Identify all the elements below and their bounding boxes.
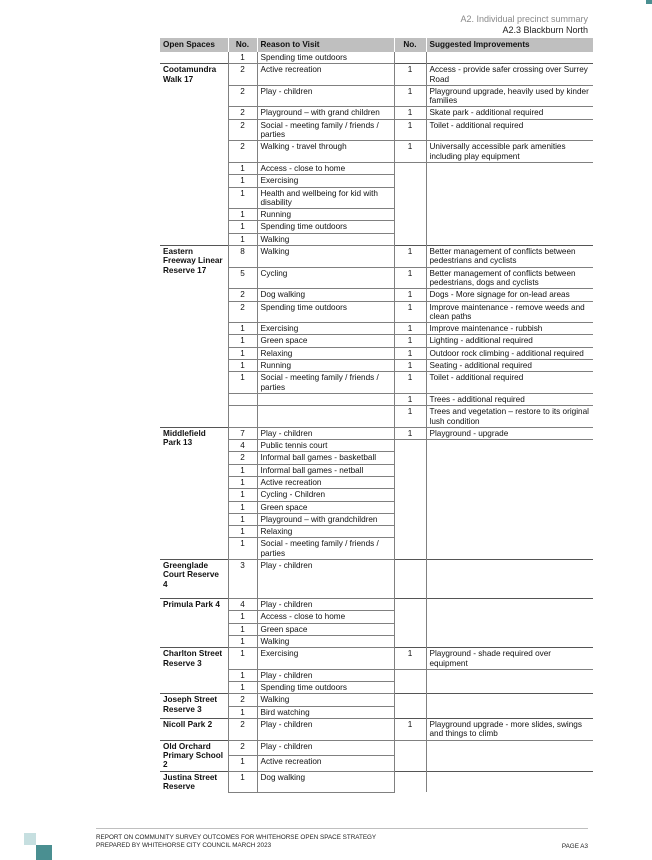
reason-text: Play - children	[257, 599, 394, 611]
reason-count: 2	[228, 740, 257, 755]
reason-text: Active recreation	[257, 756, 394, 771]
improvement-text	[426, 221, 593, 233]
improvement-text: Playground upgrade, heavily used by kinder families	[426, 85, 593, 107]
improvement-text: Better management of conflicts between pedestrians and cyclists	[426, 246, 593, 268]
improvement-text	[426, 489, 593, 501]
reason-count: 1	[228, 323, 257, 335]
improvement-text	[426, 771, 593, 792]
improvement-count	[394, 187, 426, 209]
improvement-count: 1	[394, 64, 426, 86]
footer-line-1: REPORT ON COMMUNITY SURVEY OUTCOMES FOR WHITEHORSE OPEN SPACE STRATEGY	[96, 834, 377, 841]
improvement-text	[426, 440, 593, 452]
reason-text: Spending time outdoors	[257, 682, 394, 694]
improvement-count: 1	[394, 406, 426, 428]
reason-text: Relaxing	[257, 347, 394, 359]
reason-count: 2	[228, 107, 257, 119]
page-footer	[96, 828, 588, 849]
open-space-name: Charlton Street Reserve 3	[160, 648, 228, 694]
improvement-text	[426, 52, 593, 64]
reason-count: 2	[228, 289, 257, 301]
improvement-text	[426, 560, 593, 599]
improvement-count	[394, 538, 426, 560]
improvement-text	[426, 513, 593, 525]
reason-count: 4	[228, 599, 257, 611]
improvement-text	[426, 187, 593, 209]
reason-count: 1	[228, 489, 257, 501]
improvement-count: 1	[394, 648, 426, 670]
improvement-text: Seating - additional required	[426, 360, 593, 372]
reason-text: Spending time outdoors	[257, 301, 394, 323]
table-header-row	[160, 38, 593, 52]
table-row	[160, 246, 593, 268]
open-space-name: Middlefield Park 13	[160, 427, 228, 559]
corner-accent	[646, 0, 652, 4]
improvement-count	[394, 706, 426, 718]
improvement-count	[394, 476, 426, 488]
reason-count: 1	[228, 233, 257, 245]
improvement-text	[426, 599, 593, 611]
table-row	[160, 560, 593, 599]
improvement-count	[394, 209, 426, 221]
improvement-count: 1	[394, 85, 426, 107]
improvement-count	[394, 599, 426, 611]
reason-count: 4	[228, 440, 257, 452]
improvement-text: Playground upgrade - more slides, swings and things to climb	[426, 719, 593, 741]
improvement-text: Playground - shade required over equipment	[426, 648, 593, 670]
col-header-improvements: Suggested Improvements	[426, 38, 593, 52]
improvement-text	[426, 464, 593, 476]
reason-text: Spending time outdoors	[257, 221, 394, 233]
reason-text: Walking	[257, 246, 394, 268]
decor-square-light	[24, 833, 36, 845]
improvement-count: 1	[394, 267, 426, 289]
reason-text: Play - children	[257, 719, 394, 741]
improvement-text	[426, 526, 593, 538]
improvement-count	[394, 233, 426, 245]
reason-text: Play - children	[257, 427, 394, 439]
reason-count: 1	[228, 538, 257, 560]
open-space-name: Justina Street Reserve	[160, 771, 228, 792]
improvement-count	[394, 635, 426, 647]
reason-text: Access - close to home	[257, 162, 394, 174]
open-space-name: Eastern Freeway Linear Reserve 17	[160, 246, 228, 428]
improvement-count	[394, 740, 426, 755]
reason-text: Walking	[257, 233, 394, 245]
reason-text: Informal ball games - basketball	[257, 452, 394, 464]
open-spaces-table	[160, 38, 594, 793]
improvement-text: Trees and vegetation – restore to its original lush condition	[426, 406, 593, 428]
improvement-count	[394, 464, 426, 476]
reason-text: Informal ball games - netball	[257, 464, 394, 476]
table-row	[160, 740, 593, 755]
reason-text: Running	[257, 360, 394, 372]
reason-text: Exercising	[257, 323, 394, 335]
decor-square-teal	[36, 845, 52, 860]
reason-text: Green space	[257, 501, 394, 513]
reason-count: 1	[228, 611, 257, 623]
improvement-count	[394, 669, 426, 681]
reason-text: Active recreation	[257, 476, 394, 488]
reason-text: Access - close to home	[257, 611, 394, 623]
reason-count: 1	[228, 209, 257, 221]
col-header-no: No.	[228, 38, 257, 52]
table-body	[160, 52, 593, 792]
reason-count: 2	[228, 85, 257, 107]
open-space-name: Nicoll Park 2	[160, 719, 228, 741]
open-space-name: Joseph Street Reserve 3	[160, 694, 228, 719]
improvement-text	[426, 756, 593, 771]
reason-count: 1	[228, 756, 257, 771]
reason-text: Playground – with grandchildren	[257, 513, 394, 525]
reason-text: Active recreation	[257, 64, 394, 86]
reason-text: Cycling - Children	[257, 489, 394, 501]
improvement-text: Access - provide safer crossing over Surrey Road	[426, 64, 593, 86]
improvement-count: 1	[394, 335, 426, 347]
reason-text: Green space	[257, 623, 394, 635]
improvement-count: 1	[394, 289, 426, 301]
reason-text: Social - meeting family / friends / parties	[257, 538, 394, 560]
improvement-count	[394, 52, 426, 64]
reason-count: 2	[228, 719, 257, 741]
improvement-count	[394, 694, 426, 706]
improvement-count: 1	[394, 119, 426, 141]
improvement-text	[426, 682, 593, 694]
improvement-text	[426, 669, 593, 681]
improvement-count: 1	[394, 360, 426, 372]
reason-text: Bird watching	[257, 706, 394, 718]
open-space-name: Cootamundra Walk 17	[160, 64, 228, 246]
improvement-count	[394, 623, 426, 635]
improvement-count	[394, 682, 426, 694]
reason-count: 1	[228, 175, 257, 187]
reason-text	[257, 406, 394, 428]
improvement-text	[426, 175, 593, 187]
improvement-count: 1	[394, 323, 426, 335]
improvement-text	[426, 740, 593, 755]
table-row	[160, 52, 593, 64]
improvement-count: 1	[394, 141, 426, 163]
improvement-text	[426, 501, 593, 513]
reason-count: 1	[228, 372, 257, 394]
improvement-count	[394, 501, 426, 513]
improvement-text: Lighting - additional required	[426, 335, 593, 347]
reason-text: Play - children	[257, 740, 394, 755]
reason-text: Green space	[257, 335, 394, 347]
improvement-text: Improve maintenance - rubbish	[426, 323, 593, 335]
reason-text: Health and wellbeing for kid with disability	[257, 187, 394, 209]
table-row	[160, 719, 593, 741]
improvement-text: Playground - upgrade	[426, 427, 593, 439]
reason-count: 1	[228, 335, 257, 347]
improvement-count	[394, 162, 426, 174]
open-space-name: Greenglade Court Reserve 4	[160, 560, 228, 599]
reason-count: 1	[228, 52, 257, 64]
reason-text: Walking - travel through	[257, 141, 394, 163]
improvement-text	[426, 611, 593, 623]
improvement-text: Better management of conflicts between pedestrians, dogs and cyclists	[426, 267, 593, 289]
improvement-count	[394, 560, 426, 599]
reason-count: 1	[228, 162, 257, 174]
reason-count	[228, 406, 257, 428]
open-space-name: Old Orchard Primary School 2	[160, 740, 228, 771]
improvement-text	[426, 162, 593, 174]
improvement-text: Outdoor rock climbing - additional required	[426, 347, 593, 359]
reason-count: 1	[228, 669, 257, 681]
reason-count: 7	[228, 427, 257, 439]
col-header-open-spaces: Open Spaces	[160, 38, 228, 52]
reason-count: 2	[228, 694, 257, 706]
reason-text: Spending time outdoors	[257, 52, 394, 64]
improvement-count	[394, 489, 426, 501]
reason-count	[228, 393, 257, 405]
reason-count: 2	[228, 301, 257, 323]
reason-count: 1	[228, 360, 257, 372]
improvement-count: 1	[394, 372, 426, 394]
table-row	[160, 599, 593, 611]
reason-text	[257, 393, 394, 405]
improvement-count	[394, 526, 426, 538]
improvement-count	[394, 513, 426, 525]
improvement-text	[426, 623, 593, 635]
improvement-count: 1	[394, 107, 426, 119]
reason-count: 2	[228, 119, 257, 141]
reason-text: Public tennis court	[257, 440, 394, 452]
reason-text: Dog walking	[257, 771, 394, 792]
table-row	[160, 427, 593, 439]
improvement-count	[394, 221, 426, 233]
improvement-text	[426, 452, 593, 464]
reason-count: 1	[228, 187, 257, 209]
reason-count: 1	[228, 513, 257, 525]
reason-count: 2	[228, 64, 257, 86]
improvement-text: Trees - additional required	[426, 393, 593, 405]
improvement-text: Dogs - More signage for on-lead areas	[426, 289, 593, 301]
table-row	[160, 64, 593, 86]
improvement-count	[394, 175, 426, 187]
reason-count: 8	[228, 246, 257, 268]
reason-count: 2	[228, 141, 257, 163]
reason-text: Social - meeting family / friends / parties	[257, 372, 394, 394]
reason-count: 2	[228, 452, 257, 464]
reason-count: 5	[228, 267, 257, 289]
reason-count: 1	[228, 347, 257, 359]
reason-count: 1	[228, 706, 257, 718]
reason-text: Relaxing	[257, 526, 394, 538]
reason-count: 1	[228, 221, 257, 233]
reason-count: 1	[228, 501, 257, 513]
reason-text: Running	[257, 209, 394, 221]
reason-text: Cycling	[257, 267, 394, 289]
page-number: PAGE A3	[561, 843, 588, 850]
reason-count: 1	[228, 623, 257, 635]
reason-text: Walking	[257, 635, 394, 647]
improvement-text: Improve maintenance - remove weeds and clean paths	[426, 301, 593, 323]
table-row	[160, 648, 593, 670]
reason-text: Playground – with grand children	[257, 107, 394, 119]
reason-count: 1	[228, 526, 257, 538]
footer-line-2: PREPARED BY WHITEHORSE CITY COUNCIL MARCH 2023	[96, 841, 272, 849]
improvement-text: Toilet - additional required	[426, 119, 593, 141]
reason-text: Play - children	[257, 85, 394, 107]
improvement-text	[426, 635, 593, 647]
reason-text: Play - children	[257, 560, 394, 599]
reason-text: Exercising	[257, 175, 394, 187]
page-header	[460, 14, 588, 36]
reason-text: Play - children	[257, 669, 394, 681]
improvement-text	[426, 209, 593, 221]
table-row	[160, 694, 593, 706]
reason-count: 1	[228, 682, 257, 694]
improvement-text: Universally accessible park amenities including play equipment	[426, 141, 593, 163]
col-header-no-2: No.	[394, 38, 426, 52]
reason-count: 1	[228, 635, 257, 647]
improvement-text	[426, 233, 593, 245]
improvement-count: 1	[394, 301, 426, 323]
reason-text: Walking	[257, 694, 394, 706]
improvement-text	[426, 694, 593, 706]
reason-count: 1	[228, 771, 257, 792]
improvement-count: 1	[394, 719, 426, 741]
open-space-name	[160, 52, 228, 64]
improvement-text: Skate park - additional required	[426, 107, 593, 119]
reason-text: Social - meeting family / friends / parties	[257, 119, 394, 141]
improvement-count: 1	[394, 246, 426, 268]
table-row	[160, 771, 593, 792]
reason-text: Dog walking	[257, 289, 394, 301]
improvement-count	[394, 440, 426, 452]
reason-count: 1	[228, 648, 257, 670]
improvement-count	[394, 771, 426, 792]
header-title: A2.3 Blackburn North	[502, 25, 588, 35]
reason-text: Exercising	[257, 648, 394, 670]
improvement-text	[426, 538, 593, 560]
improvement-text	[426, 706, 593, 718]
col-header-reason: Reason to Visit	[257, 38, 394, 52]
improvement-count: 1	[394, 393, 426, 405]
improvement-text	[426, 476, 593, 488]
improvement-text: Toilet - additional required	[426, 372, 593, 394]
reason-count: 1	[228, 476, 257, 488]
reason-count: 1	[228, 464, 257, 476]
header-subtitle: A2. Individual precinct summary	[460, 14, 588, 24]
improvement-count	[394, 611, 426, 623]
reason-count: 3	[228, 560, 257, 599]
open-space-name: Primula Park 4	[160, 599, 228, 648]
improvement-count: 1	[394, 427, 426, 439]
improvement-count	[394, 756, 426, 771]
improvement-count: 1	[394, 347, 426, 359]
improvement-count	[394, 452, 426, 464]
